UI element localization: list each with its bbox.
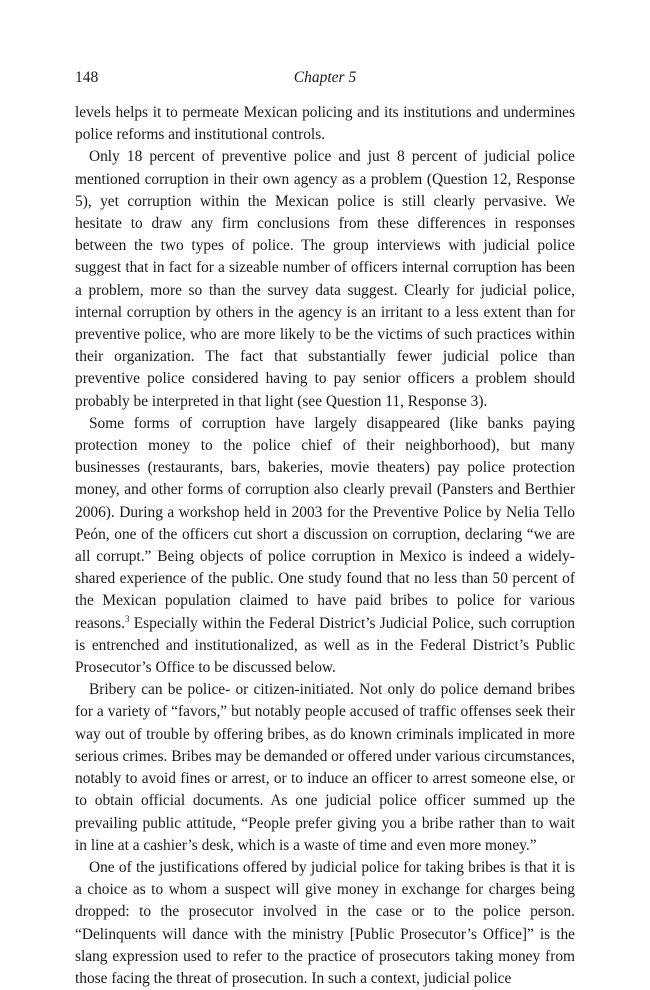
paragraph-bribery: Bribery can be police- or citizen-initiated. Not only do police demand bribes for a variety of “favors,” but notably people accused of traffic offenses seek their way out of trouble by offering bribes, as do known criminals implicated in more serious crimes. Bribes may be demanded or offered under various circumstances, notably to avoid fines or arrest, or to induce an officer to arrest someone else, or to obtain official documents. As one judicial police officer summed up the prevailing public attitude, “People prefer giving you a bribe rather than to wait in line at a cashier’s desk, which is a waste of time and even more money.” (75, 681, 575, 854)
paragraph-text: Some forms of corruption have largely disappeared (like banks paying protection money to the police chief of their neighborhood), but many businesses (restaurants, bars, bakeries, movie theaters) pay police protection money, and other forms of corruption also clearly prevail (Pansters and Berthier 2006). During a workshop held in 2003 for the Preventive Police by Nelia Tello Peón, one of the officers cut short a discussion on corruption, declaring “we are all corrupt.” Being objects of police corruption in Mexico is indeed a widely-shared experience of the public. One study found that no less than 50 percent of the Mexican population claimed to have paid bribes to police for various reasons. (75, 414, 575, 632)
paragraph-continuation: levels helps it to permeate Mexican policing and its institutions and undermines police reforms and institutional controls. (75, 104, 575, 144)
running-head (75, 68, 575, 88)
paragraph-survey-responses: Only 18 percent of preventive police and just 8 percent of judicial police mentioned corruption in their own agency as a problem (Question 12, Response 5), yet corruption within the Mexican police is still clearly pervasive. We hesitate to draw any firm conclusions from these differences in responses between the two types of police. The group interviews with judicial police suggest that in fact for a sizeable number of officers internal corruption has been a problem, more so than the survey data suggest. Clearly for judicial police, internal corruption by others in the agency is an irritant to a less extent than for preventive police, who are more likely to be the victims of such practices within their organization. The fact that substantially fewer judicial police than preventive police considered having to pay senior officers a problem should probably be interpreted in that light (see Question 11, Response 3). (75, 148, 575, 410)
book-page (75, 0, 575, 987)
paragraph-forms-of-corruption (75, 413, 575, 679)
page-number: 148 (75, 69, 99, 86)
paragraph-justifications: One of the justifications offered by judicial police for taking bribes is that it is a choice as to whom a suspect will give money in exchange for charges being dropped: to the prosecutor involved in the case or to the police person. “Delinquents will dance with the ministry [Public Prosecutor’s Office]” is the slang expression used to refer to the practice of prosecutors taking money from those facing the threat of prosecution. In such a context, judicial police (75, 858, 575, 987)
body-text (75, 102, 575, 990)
footnote-marker: 3 (125, 613, 130, 624)
paragraph-text: Especially within the Federal District’s Judicial Police, such corruption is entrenched and institutionalized, as well as in the Federal District’s Public Prosecutor’s Office to be discussed below. (75, 614, 575, 677)
chapter-title: Chapter 5 (293, 69, 357, 86)
